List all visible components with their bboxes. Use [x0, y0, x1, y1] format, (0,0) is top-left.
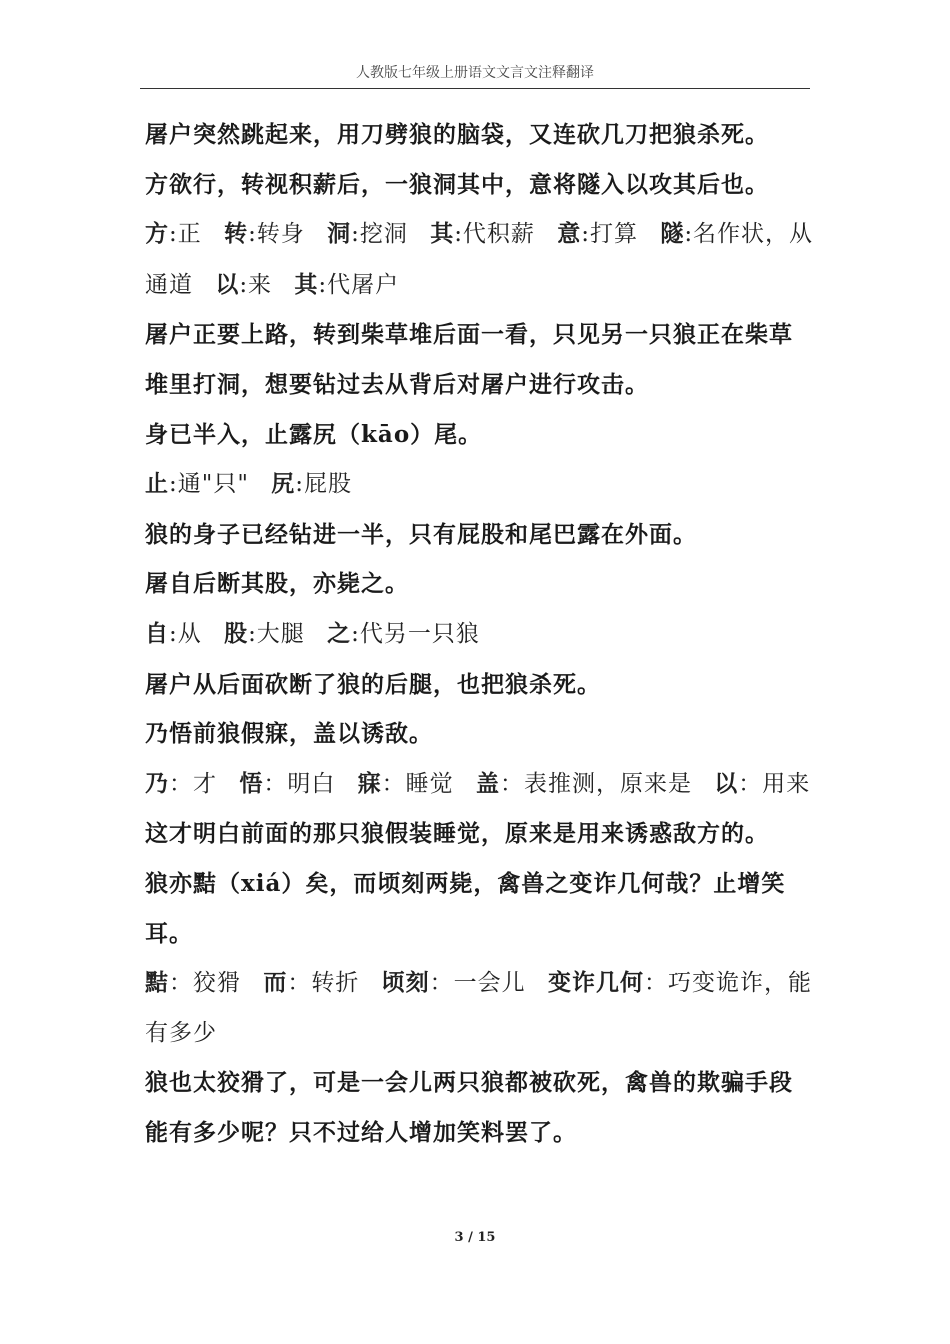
annotation-definition: ：用来 — [738, 770, 811, 797]
annotation-definition: ：狡猾 — [169, 970, 241, 997]
annotation-line — [145, 459, 815, 510]
annotation-definition: :正 — [169, 221, 202, 248]
translation-paragraph: 狼也太狡猾了，可是一会儿两只狼都被砍死，禽兽的欺骗手段能有多少呢？只不过给人增加笑料罢了。 — [145, 1069, 793, 1146]
annotation-definition: :大腿 — [248, 620, 305, 647]
annotation-term: 寐 — [357, 769, 382, 797]
annotation-term: 盖 — [475, 769, 500, 797]
annotation-line — [145, 209, 815, 310]
annotation-term: 止 — [145, 470, 169, 498]
page-header: 人教版七年级上册语文文言文注释翻译 — [356, 65, 594, 81]
annotation-term: 尻 — [271, 470, 296, 498]
annotation-term: 悟 — [239, 769, 264, 797]
translation-paragraph: 屠户从后面砍断了狼的后腿，也把狼杀死。 — [145, 670, 601, 698]
annotation-definition: ：一会儿 — [429, 970, 526, 997]
annotation-term: 转 — [224, 220, 249, 248]
annotation-term: 顷刻 — [381, 969, 430, 997]
annotation-term: 以 — [215, 270, 240, 298]
annotation-definition: :打算 — [581, 221, 638, 248]
annotation-definition: :来 — [239, 271, 273, 298]
annotation-term: 其 — [294, 270, 319, 298]
original-text-paragraph: 方欲行，转视积薪后，一狼洞其中，意将隧入以攻其后也。 — [145, 170, 769, 198]
annotation-term: 洞 — [327, 220, 352, 248]
annotation-term: 乃 — [145, 769, 169, 797]
annotation-definition: :名作状，从通道 — [145, 221, 814, 298]
annotation-definition: :代屠户 — [318, 271, 400, 298]
annotation-definition: ：表推测，原来是 — [499, 770, 692, 797]
annotation-definition: :挖洞 — [351, 221, 408, 248]
annotation-definition: ：睡觉 — [381, 770, 454, 797]
translation-paragraph: 屠户正要上路，转到柴草堆后面一看，只见另一只狼正在柴草堆里打洞，想要钻过去从背后对屠户进行攻击。 — [145, 321, 793, 398]
annotation-definition: :转身 — [248, 221, 305, 248]
annotation-term: 股 — [224, 619, 249, 647]
document-body — [145, 110, 815, 1157]
annotation-definition: ：才 — [169, 770, 217, 797]
annotation-definition: ：转折 — [287, 970, 360, 997]
annotation-definition: ：明白 — [263, 770, 336, 797]
translation-paragraph: 屠户突然跳起来，用刀劈狼的脑袋，又连砍几刀把狼杀死。 — [145, 121, 769, 148]
annotation-definition: :通"只" — [169, 471, 249, 498]
annotation-term: 而 — [263, 969, 288, 997]
annotation-term: 自 — [145, 619, 169, 647]
annotation-line — [145, 609, 815, 660]
annotation-definition: :代另一只狼 — [351, 620, 480, 647]
annotation-definition: :从 — [169, 620, 202, 647]
annotation-term: 意 — [557, 220, 582, 248]
original-text-paragraph: 身已半入，止露尻（kāo）尾。 — [145, 420, 483, 448]
translation-paragraph: 这才明白前面的那只狼假装睡觉，原来是用来诱惑敌方的。 — [145, 820, 769, 848]
annotation-term: 隧 — [660, 220, 685, 248]
translation-paragraph: 狼的身子已经钻进一半，只有屁股和尾巴露在外面。 — [145, 520, 697, 548]
annotation-term: 其 — [430, 220, 455, 248]
annotation-term: 以 — [714, 769, 739, 797]
original-text-paragraph: 乃悟前狼假寐，盖以诱敌。 — [145, 720, 433, 748]
original-text-paragraph: 狼亦黠（xiá）矣，而顷刻两毙，禽兽之变诈几何哉？止增笑耳。 — [145, 869, 786, 947]
annotation-term: 黠 — [145, 969, 169, 997]
original-text-paragraph: 屠自后断其股，亦毙之。 — [145, 570, 409, 598]
header-divider — [140, 88, 810, 89]
annotation-line — [145, 958, 815, 1058]
annotation-definition: :屁股 — [295, 471, 352, 498]
page-number: 3 / 15 — [454, 1230, 496, 1245]
annotation-term: 方 — [145, 220, 169, 248]
annotation-line — [145, 759, 815, 810]
annotation-term: 之 — [327, 619, 352, 647]
annotation-definition: ：巧变诡诈，能有多少 — [145, 970, 812, 1046]
annotation-definition: :代积薪 — [454, 221, 535, 248]
annotation-term: 变诈几何 — [547, 969, 644, 997]
